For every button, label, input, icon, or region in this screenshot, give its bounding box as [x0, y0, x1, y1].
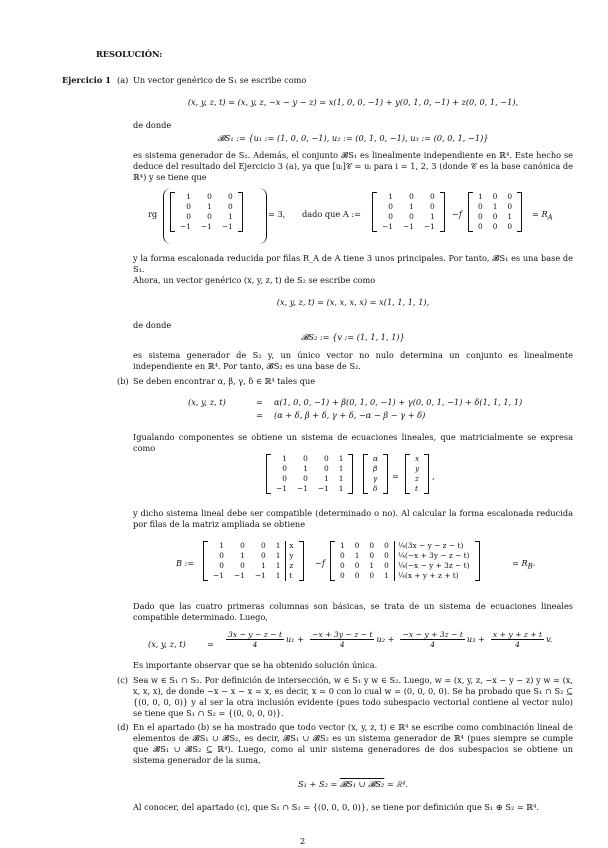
system-comma: , — [432, 471, 435, 481]
matrix-row — [208, 551, 299, 561]
matrix-row — [208, 561, 299, 571]
matrix-cell: 0 — [228, 202, 233, 211]
matrix-cell: 1 — [207, 202, 212, 211]
matrix-row — [377, 222, 440, 232]
paragraph-augmented: y dicho sistema lineal debe ser compatible (determinado o no). Al calcular la forma escalonada reducida por filas de la matriz ampliada se obtiene — [133, 508, 573, 529]
paragraph-direct-sum: Al conocer, del apartado (c), que S₁ ∩ S₂ = {(0, 0, 0, 0)}, se tiene por definición que S₁ ⊕ S₂ = ℝ⁴. — [133, 802, 540, 812]
matrix-cell: −1 — [402, 222, 414, 231]
matrix-cell: −1 — [180, 222, 191, 231]
paragraph-compatible: Dado que las cuatro primeras columnas son básicas, se trata de un sistema de ecuaciones lineales compatible determinado. Luego, — [133, 601, 573, 622]
matrix-cell: 1 — [228, 212, 233, 221]
matrix-cell: 0 — [388, 212, 393, 221]
matrix-cell: 0 — [478, 202, 483, 211]
solution-terms — [226, 630, 556, 649]
matrix-row — [208, 571, 299, 581]
fraction-denominator: 4 — [339, 640, 345, 649]
matrix-cell: 1 — [492, 202, 498, 211]
matrix-cell: z — [286, 561, 299, 571]
matrix-cell: x — [415, 454, 420, 463]
vector-rhs — [405, 454, 429, 494]
matrix-cell: 1 — [338, 484, 344, 493]
matrix-cell: 0 — [228, 192, 233, 201]
matrix-cell: ¼(x + y + z + t) — [394, 571, 474, 581]
matrix-cell: 1 — [384, 571, 389, 580]
sum-span: 𝓑S₁ ∪ 𝓑S₂ — [339, 779, 385, 789]
b-def-label: B := — [176, 558, 195, 568]
matrix-row — [335, 541, 475, 551]
paragraph-s2-basis: es sistema generador de S₂ y, un único vector no nulo determina un conjunto es linealmente independiente en ℝ⁴. Por tanto, 𝓑S₂ es una base de S₂. — [133, 350, 573, 371]
matrix-cell: 1 — [303, 464, 308, 473]
matrix-cell: 0 — [240, 561, 245, 570]
matrix-row — [377, 202, 440, 212]
matrix-cell: 1 — [282, 454, 287, 463]
matrix-cell: −1 — [276, 484, 287, 493]
matrix-row — [368, 464, 383, 474]
matrix-cell: −1 — [200, 222, 212, 231]
matrix-cell: 0 — [324, 454, 329, 463]
matrix-ra — [468, 192, 522, 232]
matrix-cell: −1 — [317, 484, 329, 493]
solution-lhs: (x, y, z, t) — [148, 639, 186, 649]
matrix-cell: 0 — [282, 464, 287, 473]
matrix-cell: 1 — [338, 454, 344, 463]
matrix-cell: 0 — [240, 541, 245, 550]
matrix-cell: −1 — [254, 571, 266, 580]
matrix-cell: 0 — [354, 541, 360, 550]
part-b-label: (b) — [117, 376, 129, 386]
row-equivalence-symbol-2: ∼f — [315, 558, 325, 568]
b-eq-rhs-1: α(1, 0, 0, −1) + β(0, 1, 0, −1) + γ(0, 0, 1, −1) + δ(1, 1, 1, 1) — [274, 397, 523, 407]
matrix-cell: 0 — [507, 192, 513, 201]
matrix-cell: β — [373, 464, 378, 473]
matrix-cell: 1 — [324, 474, 329, 483]
matrix-cell: −1 — [221, 222, 233, 231]
part-d-label: (d) — [117, 722, 129, 732]
matrix-cell: z — [415, 474, 419, 483]
matrix-row — [368, 474, 383, 484]
matrix-cell: α — [373, 454, 378, 463]
matrix-row — [473, 212, 517, 222]
matrix-cell: 1 — [275, 551, 281, 560]
matrix-row — [410, 474, 424, 484]
part-a-label: (a) — [117, 75, 129, 85]
matrix-cell: −1 — [233, 571, 245, 580]
equation-sum — [133, 779, 573, 790]
matrix-cell: 0 — [186, 202, 191, 211]
heading: RESOLUCIÓN: — [96, 49, 163, 59]
matrix-cell: δ — [373, 484, 378, 493]
matrix-cell: 1 — [219, 541, 224, 550]
equation-s1-generic: (x, y, z, t) = (x, y, z, −x − y − z) = x(1, 0, 0, −1) + y(0, 1, 0, −1) + z(0, 0, 1, −1), — [187, 97, 519, 107]
matrix-row — [175, 212, 238, 222]
fraction-denominator: 4 — [252, 640, 258, 649]
fraction-numerator: −x − y + 3z − t — [402, 630, 463, 639]
matrix-row — [335, 561, 475, 571]
matrix-cell: 1 — [409, 202, 414, 211]
fraction-numerator: −x + 3y − z − t — [312, 630, 373, 639]
matrix-row — [410, 484, 424, 494]
rb-equals-text: = R — [512, 558, 528, 568]
matrix-row — [473, 192, 517, 202]
matrix-cell: ¼(−x − y + 3z − t) — [394, 561, 474, 571]
matrix-row — [368, 454, 383, 464]
matrix-cell: 0 — [430, 192, 435, 201]
part-c-label: (c) — [117, 675, 128, 685]
rb-equals — [512, 558, 535, 573]
matrix-cell: 1 — [275, 541, 281, 550]
solution-fraction — [310, 630, 374, 649]
matrix-cell: 0 — [409, 212, 414, 221]
matrix-cell: 0 — [303, 474, 308, 483]
b-eq-rhs-2: (α + δ, β + δ, γ + δ, −α − β − γ + δ) — [274, 410, 426, 420]
matrix-cell: 0 — [207, 212, 212, 221]
paragraph-intersection: Sea w ∈ S₁ ∩ S₂. Por definición de intersección, w ∈ S₁ y w ∈ S₂. Luego, w = (x, y, z, −x − y − z) y w = (x, x, x, x), de donde −x − x − x = x, es decir, x = 0 con lo cual w = (0, 0, 0, 0). Se ha probado que S₁ ∩ S₂ ⊆ {(0, 0, 0, 0)} y al ser la otra inclusión evidente (pues todo subespacio vectorial contiene al vector nulo) se tiene que S₁ ∩ S₂ = {(0, 0, 0, 0)}. — [133, 675, 573, 718]
matrix-reduced — [330, 541, 480, 581]
solution-fraction — [400, 630, 464, 649]
vector-unknowns — [363, 454, 388, 494]
matrix-cell: −1 — [213, 571, 224, 580]
matrix-cell: 0 — [207, 192, 212, 201]
solution-fraction — [491, 630, 544, 649]
matrix-cell: 0 — [369, 551, 375, 560]
matrix-cell: 0 — [507, 202, 513, 211]
matrix-cell: γ — [373, 474, 378, 483]
page-number: 2 — [300, 836, 306, 846]
solution-vector: u₃ + — [466, 634, 485, 644]
matrix-cell: 1 — [430, 212, 435, 221]
matrix-cell: 0 — [261, 551, 266, 560]
matrix-cell: 1 — [186, 192, 191, 201]
matrix-row — [271, 464, 348, 474]
matrix-cell: 1 — [478, 192, 483, 201]
matrix-row — [271, 484, 348, 494]
matrix-cell: 0 — [478, 222, 483, 231]
paragraph-s2-intro: Ahora, un vector genérico (x, y, z, t) de S₂ se escribe como — [133, 275, 376, 285]
matrix-cell: 1 — [388, 192, 393, 201]
rank-result: = 3, — [268, 209, 286, 219]
matrix-cell: 0 — [219, 551, 224, 560]
matrix-cell: y — [415, 464, 420, 473]
solution-vector: u₂ + — [376, 634, 395, 644]
exercise-label: Ejercicio 1 — [62, 75, 111, 85]
matrix-cell: 0 — [282, 474, 287, 483]
row-equivalence-symbol: ∼f — [452, 209, 462, 219]
matrix-cell: 0 — [340, 561, 345, 570]
rb-end: . — [532, 558, 536, 568]
solution-vector: u₁ + — [286, 634, 305, 644]
paragraph-system: Igualando componentes se obtiene un sistema de ecuaciones lineales, que matricialmente se expresa como — [133, 432, 573, 453]
ra-equals-text: = R — [532, 209, 548, 219]
matrix-cell: 0 — [492, 192, 498, 201]
matrix-cell: 1 — [338, 474, 344, 483]
ra-subscript: A — [547, 213, 553, 222]
matrix-cell: −1 — [382, 222, 393, 231]
matrix-cell: 0 — [354, 571, 360, 580]
text-de-donde-2: de donde — [133, 320, 172, 330]
matrix-cell: 0 — [492, 212, 498, 221]
matrix-cell: 0 — [492, 222, 498, 231]
matrix-cell: 0 — [409, 192, 414, 201]
equation-s2-generic: (x, y, z, t) = (x, x, x, x) = x(1, 1, 1, 1), — [276, 297, 430, 307]
matrix-cell: 0 — [384, 541, 389, 550]
matrix-cell: 1 — [507, 212, 513, 221]
matrix-cell: 0 — [354, 561, 360, 570]
fraction-denominator: 4 — [515, 640, 520, 649]
dado-que-label: dado que A := — [302, 209, 361, 219]
matrix-row — [175, 202, 238, 212]
matrix-row — [410, 464, 424, 474]
matrix-a — [372, 192, 445, 232]
matrix-row — [368, 484, 383, 494]
matrix-row — [271, 474, 348, 484]
rb-subscript: B — [527, 562, 533, 571]
matrix-rank — [170, 192, 243, 232]
matrix-cell: 0 — [340, 571, 345, 580]
matrix-cell: y — [286, 551, 299, 561]
matrix-cell: x — [286, 541, 299, 551]
matrix-cell: 0 — [478, 212, 483, 221]
matrix-cell: 0 — [507, 222, 513, 231]
matrix-cell: 1 — [354, 551, 360, 560]
matrix-cell: 0 — [430, 202, 435, 211]
matrix-coefficients — [266, 454, 353, 494]
matrix-row — [377, 192, 440, 202]
matrix-row — [473, 222, 517, 232]
matrix-cell: t — [286, 571, 299, 581]
matrix-cell: t — [415, 484, 418, 493]
sum-lhs: S₁ + S₂ = — [298, 779, 338, 789]
sum-rhs: = ℝ⁴. — [386, 779, 408, 789]
matrix-cell: 1 — [275, 571, 281, 580]
matrix-cell: 1 — [369, 561, 375, 570]
matrix-cell: 0 — [261, 541, 266, 550]
fraction-denominator: 4 — [430, 640, 436, 649]
b-eq-rel-2: = — [256, 410, 263, 420]
paragraph-ra-pivots: y la forma escalonada reducida por filas R_A de A tiene 3 unos principales. Por tanto, 𝓑S₁ es una base de S₁. — [133, 253, 573, 274]
solution-fraction — [226, 630, 284, 649]
matrix-cell: 1 — [240, 551, 245, 560]
matrix-row — [473, 202, 517, 212]
matrix-row — [208, 541, 299, 551]
matrix-cell: 0 — [340, 551, 345, 560]
paragraph-generator-s1: es sistema generador de S₁. Además, el conjunto 𝓑S₁ es linealmente independiente en ℝ⁴. Este hecho se deduce del resultado del Ejercicio 3 (a), ya que [uᵢ]𝒞 = uᵢ para i = 1, 2, 3 (donde 𝒞 es la base canónica de ℝ⁴) y se tiene que — [133, 150, 573, 182]
matrix-cell: −1 — [296, 484, 308, 493]
matrix-cell: 1 — [261, 561, 266, 570]
matrix-row — [175, 192, 238, 202]
matrix-cell: ¼(−x + 3y − z − t) — [394, 551, 474, 561]
matrix-row — [377, 212, 440, 222]
b-eq-rel-1: = — [256, 397, 263, 407]
matrix-row — [410, 454, 424, 464]
paragraph-unique: Es importante observar que se ha obtenido solución única. — [133, 660, 378, 670]
solution-vector: v. — [546, 634, 553, 644]
paragraph-sum: En el apartado (b) se ha mostrado que todo vector (x, y, z, t) ∈ ℝ⁴ se escribe como combinación lineal de elementos de 𝓑S₁ ∪ 𝓑S₂, es decir, 𝓑S₁ ∪ 𝓑S₂ es un sistema generador de ℝ⁴ (pues siempre se cumple que 𝓑S₁ ∪ 𝓑S₂ ⊆ ℝ⁴). Luego, como al unir sistema generadores de dos subespacios se obtiene un sistema generador de la suma, — [133, 722, 573, 765]
part-b-intro: Se deben encontrar α, β, γ, δ ∈ ℝ⁴ tales que — [133, 376, 316, 386]
fraction-numerator: x + y + z + t — [492, 630, 543, 639]
matrix-augmented — [203, 541, 304, 581]
b-eq-lhs: (x, y, z, t) — [188, 397, 226, 407]
rank-label: rg — [148, 209, 158, 219]
text-de-donde: de donde — [133, 120, 172, 130]
matrix-cell: 0 — [219, 561, 224, 570]
matrix-cell: 0 — [369, 541, 375, 550]
matrix-cell: 0 — [384, 551, 389, 560]
matrix-cell: −1 — [423, 222, 435, 231]
matrix-cell: 0 — [324, 464, 329, 473]
matrix-cell: ¼(3x − y − z − t) — [394, 541, 474, 551]
system-equals: = — [392, 471, 399, 481]
solution-eq: = — [207, 639, 214, 649]
matrix-cell: 0 — [369, 571, 375, 580]
matrix-cell: 1 — [338, 464, 344, 473]
matrix-cell: 0 — [384, 561, 389, 570]
matrix-cell: 1 — [275, 561, 281, 570]
fraction-numerator: 3x − y − z − t — [228, 630, 283, 639]
equation-basis-s1: 𝓑S₁ := {u₁ := (1, 0, 0, −1), u₂ := (0, 1, 0, −1), u₃ := (0, 0, 1, −1)} — [217, 133, 489, 143]
matrix-row — [335, 551, 475, 561]
equation-basis-s2: 𝓑S₂ := {v := (1, 1, 1, 1)} — [301, 332, 405, 342]
matrix-row — [335, 571, 475, 581]
matrix-cell: 1 — [340, 541, 345, 550]
matrix-row — [175, 222, 238, 232]
matrix-row — [271, 454, 348, 464]
matrix-cell: 0 — [388, 202, 393, 211]
ra-equals — [532, 209, 553, 224]
matrix-cell: 0 — [186, 212, 191, 221]
part-a-intro: Un vector genérico de S₁ se escribe como — [133, 75, 307, 85]
matrix-cell: 0 — [303, 454, 308, 463]
